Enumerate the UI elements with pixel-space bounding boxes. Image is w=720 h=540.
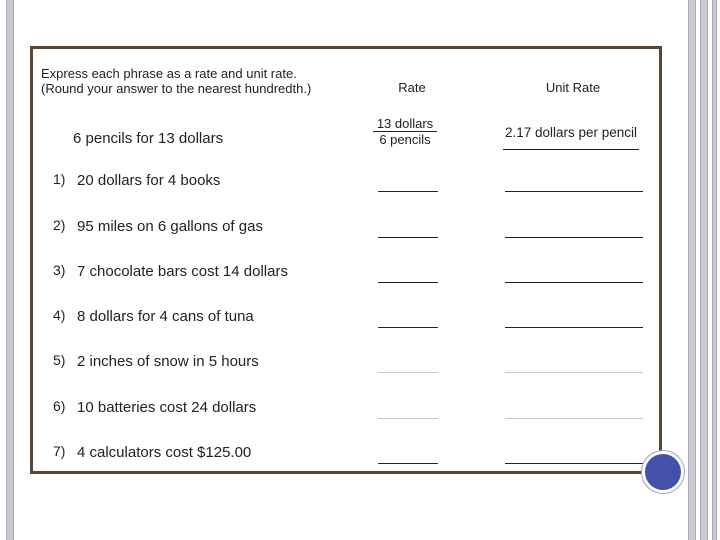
unit-rate-answer-blank[interactable] bbox=[505, 327, 643, 328]
instructions-line-2: (Round your answer to the nearest hundredth.) bbox=[41, 81, 312, 96]
problem-number: 6) bbox=[53, 398, 66, 414]
problem-number: 5) bbox=[53, 352, 66, 368]
problem-phrase: 2 inches of snow in 5 hours bbox=[77, 353, 259, 370]
right-decorative-rule bbox=[712, 0, 717, 540]
rate-answer-blank[interactable] bbox=[378, 327, 438, 328]
problem-number: 1) bbox=[53, 171, 66, 187]
worksheet-frame bbox=[30, 46, 662, 474]
rate-answer-blank[interactable] bbox=[378, 463, 438, 464]
unit-rate-column-header: Unit Rate bbox=[545, 80, 601, 95]
example-unit-rate: 2.17 dollars per pencil bbox=[503, 125, 639, 150]
unit-rate-answer-blank[interactable] bbox=[505, 372, 643, 373]
rate-answer-blank[interactable] bbox=[378, 418, 438, 419]
problem-number: 7) bbox=[53, 443, 66, 459]
problem-phrase: 4 calculators cost $125.00 bbox=[77, 444, 252, 461]
rate-answer-blank[interactable] bbox=[378, 372, 438, 373]
slide-bullet-circle bbox=[642, 451, 684, 493]
unit-rate-answer-blank[interactable] bbox=[505, 418, 643, 419]
problem-row bbox=[33, 398, 659, 422]
problem-phrase: 10 batteries cost 24 dollars bbox=[77, 399, 257, 416]
problem-number: 3) bbox=[53, 262, 66, 278]
rate-answer-blank[interactable] bbox=[378, 282, 438, 283]
problem-phrase: 7 chocolate bars cost 14 dollars bbox=[77, 263, 288, 280]
rate-column-header: Rate bbox=[398, 80, 426, 95]
right-decorative-rule bbox=[688, 0, 696, 540]
problem-row bbox=[33, 217, 659, 241]
rate-answer-blank[interactable] bbox=[378, 237, 438, 238]
example-rate-fraction bbox=[373, 116, 437, 147]
instructions-line-1: Express each phrase as a rate and unit rate. bbox=[41, 66, 297, 81]
rate-answer-blank[interactable] bbox=[378, 191, 438, 192]
right-decorative-rule bbox=[700, 0, 708, 540]
problem-phrase: 95 miles on 6 gallons of gas bbox=[77, 218, 263, 235]
example-phrase: 6 pencils for 13 dollars bbox=[73, 130, 224, 147]
problem-number: 2) bbox=[53, 217, 66, 233]
problem-phrase: 20 dollars for 4 books bbox=[77, 172, 221, 189]
left-decorative-rule bbox=[6, 0, 14, 540]
problem-number: 4) bbox=[53, 307, 66, 323]
example-rate-denominator: 6 pencils bbox=[373, 131, 437, 147]
problem-row bbox=[33, 171, 659, 195]
problem-row bbox=[33, 307, 659, 331]
unit-rate-answer-blank[interactable] bbox=[505, 463, 643, 464]
unit-rate-answer-blank[interactable] bbox=[505, 237, 643, 238]
problem-phrase: 8 dollars for 4 cans of tuna bbox=[77, 308, 254, 325]
example-rate-numerator: 13 dollars bbox=[376, 116, 434, 131]
unit-rate-answer-blank[interactable] bbox=[505, 191, 643, 192]
problem-row bbox=[33, 443, 659, 467]
problem-row bbox=[33, 262, 659, 286]
instructions bbox=[41, 66, 311, 96]
unit-rate-answer-blank[interactable] bbox=[505, 282, 643, 283]
problem-row bbox=[33, 352, 659, 376]
